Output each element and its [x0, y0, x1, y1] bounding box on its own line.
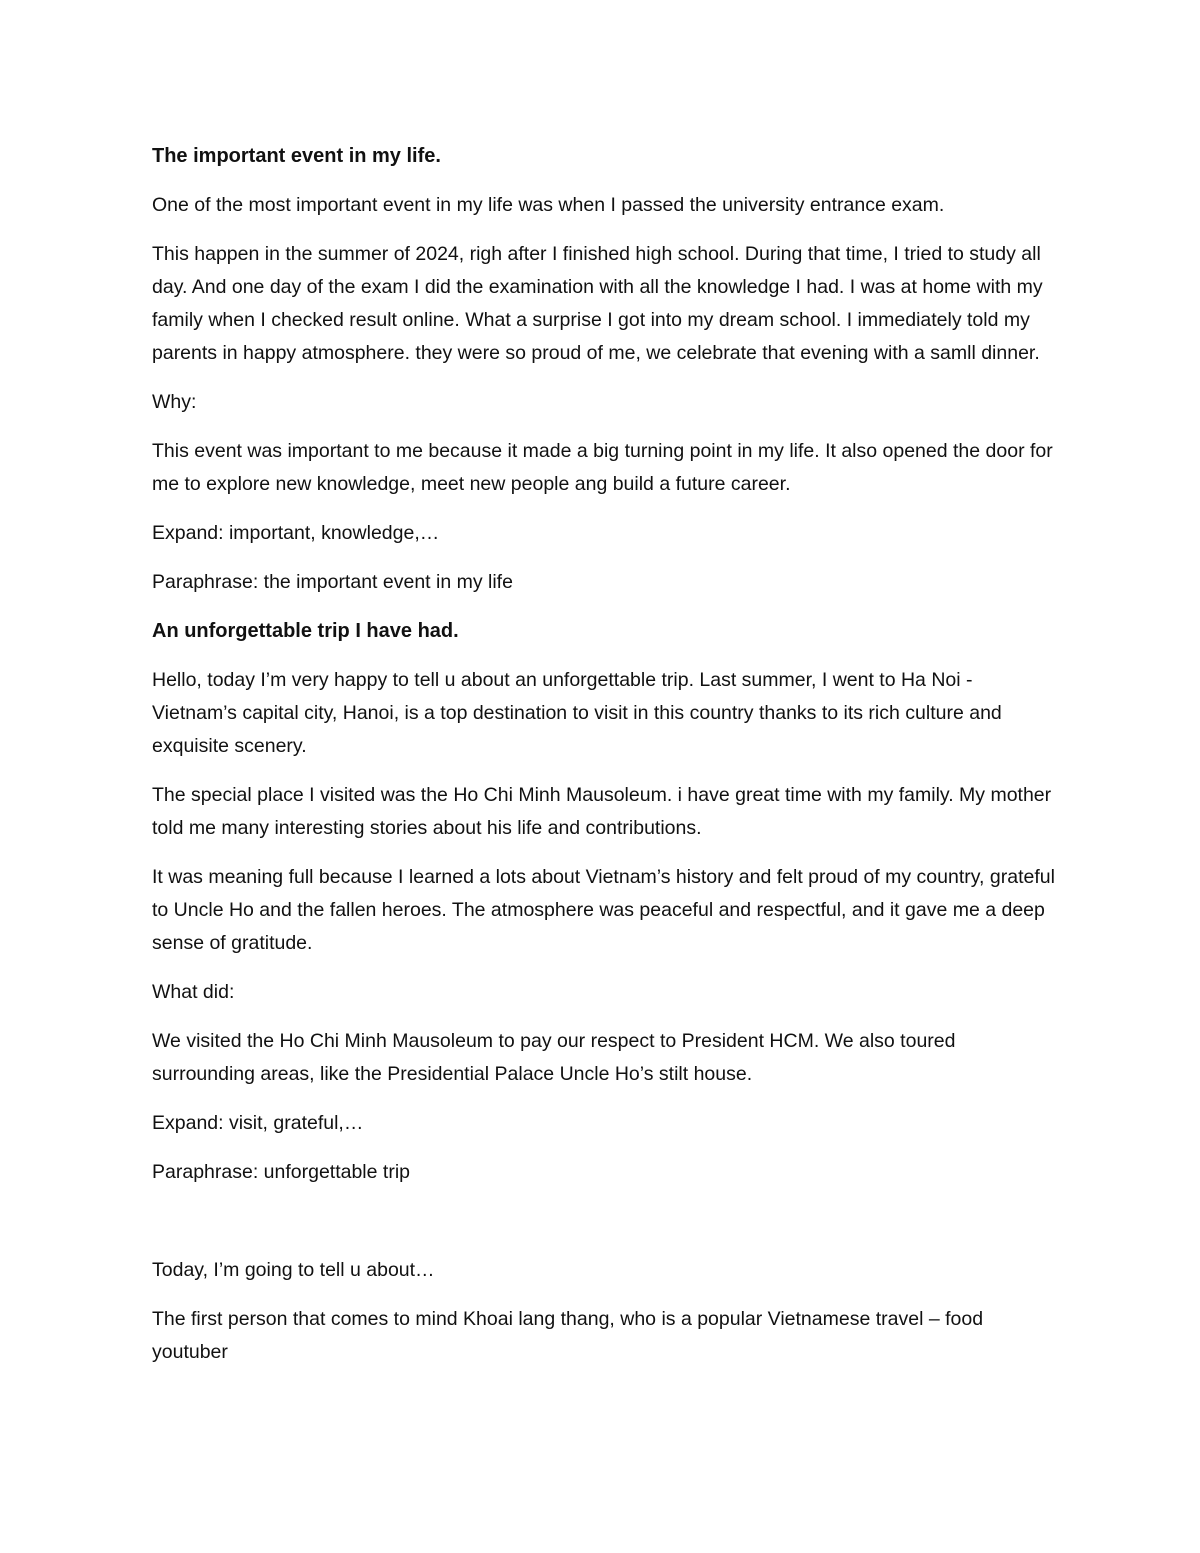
section-title-important-event: The important event in my life. — [152, 145, 441, 167]
expand-line: Expand: visit, grateful,… — [152, 1112, 364, 1134]
paragraph: This happen in the summer of 2024, righ after I finished high school. During that time, I tried to study all day. And one day of the exam I did the examination with all the knowledge I had. I was at home with my family when I checked result online. What a surprise I got into my dream school. I immediately told my parents in happy atmosphere. they were so proud of me, we celebrate that evening with a samll dinner. — [152, 243, 1043, 364]
paragraph: We visited the Ho Chi Minh Mausoleum to pay our respect to President HCM. We also toured surrounding areas, like the Presidential Palace Uncle Ho’s stilt house. — [152, 1030, 956, 1085]
paragraph: The first person that comes to mind Khoai lang thang, who is a popular Vietnamese travel – food youtuber — [152, 1308, 984, 1363]
blank-line — [152, 1205, 1062, 1254]
document-body — [152, 140, 1062, 1385]
why-label: Why: — [152, 391, 197, 413]
paragraph: The special place I visited was the Ho Chi Minh Mausoleum. i have great time with my family. My mother told me many interesting stories about his life and contributions. — [152, 784, 1052, 839]
paraphrase-line: Paraphrase: unforgettable trip — [152, 1161, 410, 1183]
paraphrase-line: Paraphrase: the important event in my life — [152, 571, 513, 593]
section-title-unforgettable-trip: An unforgettable trip I have had. — [152, 620, 459, 642]
what-did-label: What did: — [152, 981, 235, 1003]
expand-line: Expand: important, knowledge,… — [152, 522, 440, 544]
paragraph: It was meaning full because I learned a lots about Vietnam’s history and felt proud of my country, grateful to Uncle Ho and the fallen heroes. The atmosphere was peaceful and respectful, and it gave me a deep sense of gratitude. — [152, 866, 1055, 954]
paragraph: This event was important to me because it made a big turning point in my life. It also opened the door for me to explore new knowledge, meet new people ang build a future career. — [152, 440, 1053, 495]
paragraph: Hello, today I’m very happy to tell u about an unforgettable trip. Last summer, I went to Ha Noi - Vietnam’s capital city, Hanoi, is a top destination to visit in this country thanks to its rich culture and exquisite scenery. — [152, 669, 1002, 757]
paragraph: Today, I’m going to tell u about… — [152, 1259, 435, 1281]
paragraph: One of the most important event in my life was when I passed the university entrance exam. — [152, 194, 945, 216]
